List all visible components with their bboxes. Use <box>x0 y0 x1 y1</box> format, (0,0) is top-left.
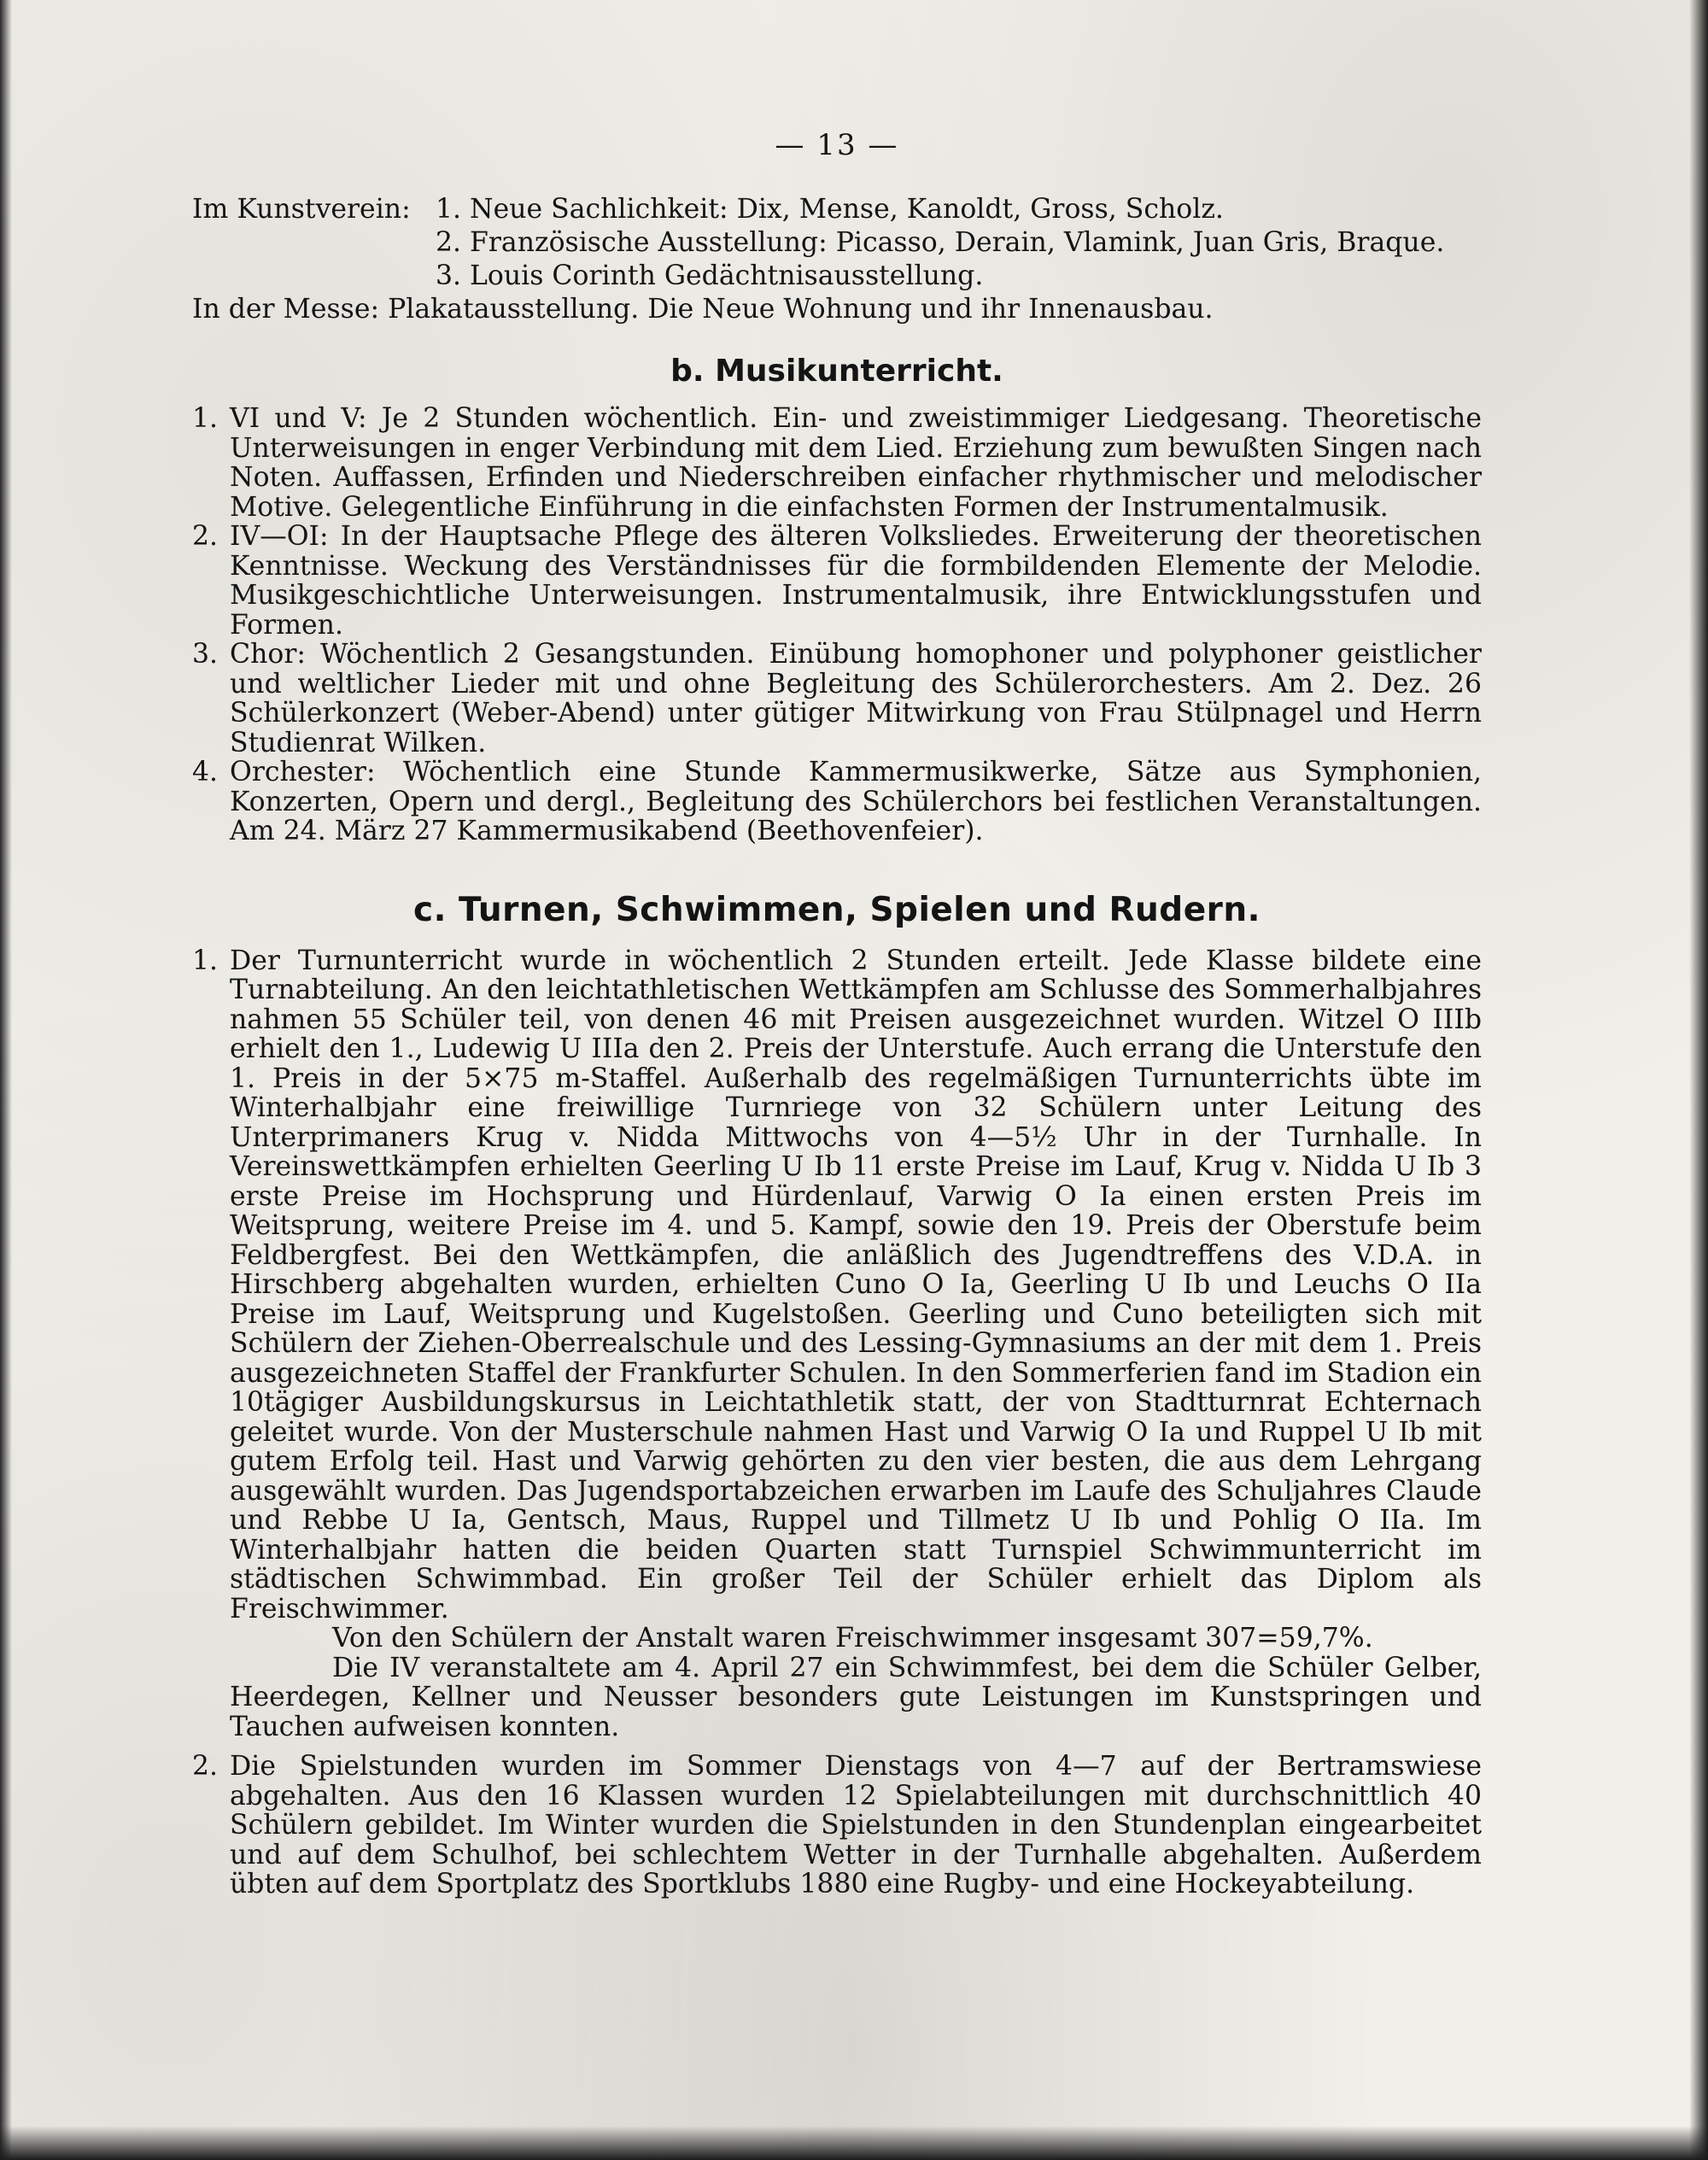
numbered-paragraph <box>192 1752 1482 1900</box>
scan-edge-right <box>1689 0 1708 2160</box>
kunstverein-block <box>192 193 1482 293</box>
paragraph-number: 2. <box>192 1751 219 1782</box>
paragraph-text: IV—OI: In der Hauptsache Pflege des älteren Volksliedes. Erweiterung der theoretischen Kenntnisse. Weckung des Verständnisses für die formbildenden Elemente der Melodie. Musikgeschichtliche Unterweisungen. Instrumentalmusik, ihre Entwicklungsstufen und Formen. <box>230 521 1482 641</box>
section-heading-turnen: c. Turnen, Schwimmen, Spielen und Rudern. <box>413 890 1261 929</box>
list-item-number: 1. <box>436 194 462 225</box>
paragraph-number: 1. <box>192 403 219 434</box>
paragraph-text: Orchester: Wöchentlich eine Stunde Kammermusikwerke, Sätze aus Symphonien, Konzerten, Opern und dergl., Begleitung des Schülerchors bei festlichen Veranstaltungen. Am 24. März 27 Kammermusikabend (Beethovenfeier). <box>230 757 1482 846</box>
paragraph-text: VI und V: Je 2 Stunden wöchentlich. Ein- und zweistimmiger Liedgesang. Theoretische Unterweisungen in enger Verbindung mit dem Lied. Erziehung zum bewußten Singen nach Noten. Auffassen, Erfinden und Niederschreiben einfacher rhythmischer und melodischer Motive. Gelegentliche Einführung in die einfachsten Formen der Instrumentalmusik. <box>230 403 1482 523</box>
list-item-text: Französische Ausstellung: Picasso, Derain, Vlamink, Juan Gris, Braque. <box>470 227 1445 258</box>
list-item <box>436 193 1482 226</box>
numbered-paragraph <box>192 640 1482 758</box>
paragraph-schwimmfest: Die IV veranstaltete am 4. April 27 ein Schwimmfest, bei dem die Schüler Gelber, Heerdegen, Kellner und Neusser besonders gute Leistungen im Kunstspringen und Tauchen aufweisen konnten. <box>230 1652 1482 1742</box>
scan-edge-left <box>0 0 12 2160</box>
scan-edge-bottom <box>0 2126 1708 2160</box>
paragraph-text: Die Spielstunden wurden im Sommer Dienstags von 4—7 auf der Bertramswiese abgehalten. Aus den 16 Klassen wurden 12 Spielabteilungen mit durchschnittlich 40 Schülern gebildet. Im Winter wurden die Spielstunden in den Stundenplan eingearbeitet und auf dem Schulhof, bei schlechtem Wetter in der Turnhalle abgehalten. Außerdem übten auf dem Sportplatz des Sportklubs 1880 eine Rugby- und eine Hockeyabteilung. <box>230 1751 1482 1900</box>
list-item-text: Neue Sachlichkeit: Dix, Mense, Kanoldt, Gross, Scholz. <box>470 194 1224 225</box>
messe-line: In der Messe: Plakatausstellung. Die Neue Wohnung und ihr Innenausbau. <box>192 294 1214 325</box>
paragraph-text: Chor: Wöchentlich 2 Gesangstunden. Einübung homophoner und polyphoner geistlicher und weltlicher Lieder mit und ohne Begleitung des Schülerorchesters. Am 2. Dez. 26 Schülerkonzert (Weber-Abend) unter gütiger Mitwirkung von Frau Stülpnagel und Herrn Studienrat Wilken. <box>230 639 1482 758</box>
page-number: — 13 — <box>775 128 899 162</box>
list-item <box>436 226 1482 260</box>
list-item-number: 2. <box>436 227 462 258</box>
paragraph-freischwimmer: Von den Schülern der Anstalt waren Freischwimmer insgesamt 307=59,7%. <box>332 1623 1373 1654</box>
paragraph-number: 1. <box>192 945 219 976</box>
list-item <box>436 260 1482 293</box>
kunstverein-list <box>436 193 1482 293</box>
kunstverein-label: Im Kunstverein: <box>192 194 411 225</box>
numbered-paragraph <box>192 946 1482 1624</box>
numbered-paragraph <box>192 758 1482 846</box>
numbered-paragraph <box>192 522 1482 640</box>
numbered-paragraph <box>192 404 1482 522</box>
page-content <box>192 128 1482 1900</box>
paragraph-text: Der Turnunterricht wurde in wöchentlich 2 Stunden erteilt. Jede Klasse bildete eine Turnabteilung. An den leichtathletischen Wettkämpfen am Schlusse des Sommerhalbjahres nahmen 55 Schüler teil, von denen 46 mit Preisen ausgezeichnet wurden. Witzel O IIIb erhielt den 1., Ludewig U IIIa den 2. Preis der Unterstufe. Auch errang die Unterstufe den 1. Preis in der 5×75 m-Staffel. Außerhalb des regelmäßigen Turnunterrichts übte im Winterhalbjahr eine freiwillige Turnriege von 32 Schülern unter Leitung des Unterprimaners Krug v. Nidda Mittwochs von 4—5½ Uhr in der Turnhalle. In Vereinswettkämpfen erhielten Geerling U Ib 11 erste Preise im Lauf, Krug v. Nidda U Ib 3 erste Preise im Hochsprung und Hürdenlauf, Varwig O Ia einen ersten Preis im Weitsprung, weitere Preise im 4. und 5. Kampf, sowie den 19. Preis der Oberstufe beim Feldbergfest. Bei den Wettkämpfen, die anläßlich des Jugendtreffens des V.D.A. in Hirschberg abgehalten wurden, erhielten Cuno O Ia, Geerling U Ib und Leuchs O IIa Preise im Lauf, Weitsprung und Kugelstoßen. Geerling und Cuno beteiligten sich mit Schülern der Ziehen-Oberrealschule und des Lessing-Gymnasiums an der mit dem 1. Preis ausgezeichneten Staffel der Frankfurter Schulen. In den Sommerferien fand im Stadion ein 10tägiger Ausbildungskursus in Leichtathletik statt, der von Stadtturnrat Echternach geleitet wurde. Von der Musterschule nahmen Hast und Varwig O Ia und Ruppel U Ib mit gutem Erfolg teil. Hast und Varwig gehörten zu den vier besten, die aus dem Lehrgang ausgewählt wurden. Das Jugendsportabzeichen erwarben im Laufe des Schuljahres Claude und Rebbe U Ia, Gentsch, Maus, Ruppel und Tillmetz U Ib und Pohlig O IIa. Im Winterhalbjahr hatten die beiden Quarten statt Turnspiel Schwimmunterricht im städtischen Schwimmbad. Ein großer Teil der Schüler erhielt das Diplom als Freischwimmer. <box>230 945 1482 1624</box>
list-item-number: 3. <box>436 260 462 291</box>
section-heading-musikunterricht: b. Musikunterricht. <box>670 354 1003 389</box>
paragraph-number: 2. <box>192 521 219 552</box>
list-item-text: Louis Corinth Gedächtnisausstellung. <box>470 260 984 291</box>
paragraph-number: 3. <box>192 639 219 670</box>
paragraph-number: 4. <box>192 757 219 787</box>
